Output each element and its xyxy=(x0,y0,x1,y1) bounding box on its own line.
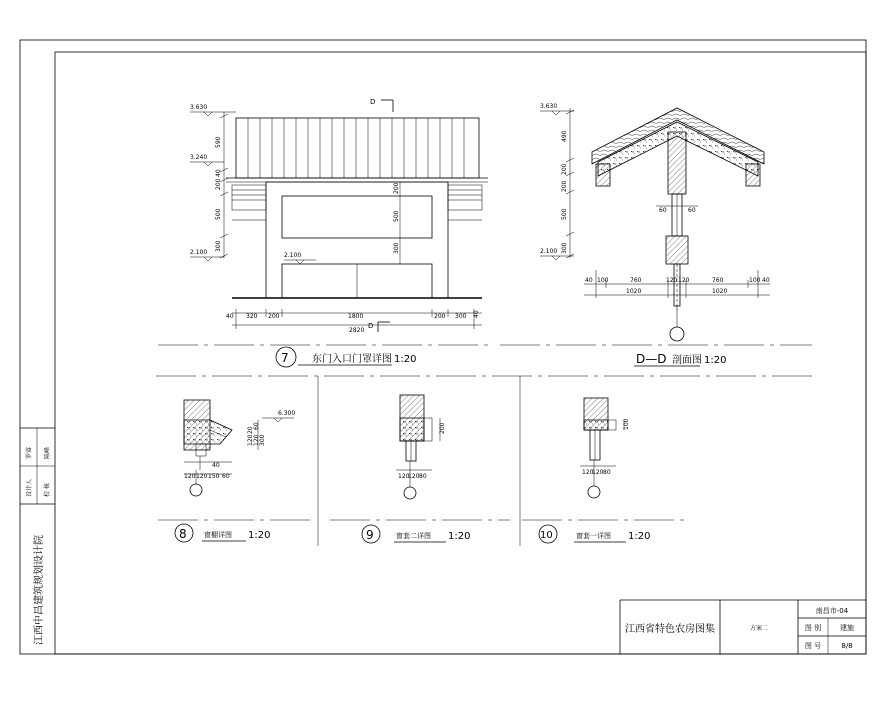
dd-title: D—D xyxy=(636,352,667,366)
atlas-title: 江西省特色农房图集 xyxy=(625,624,715,635)
view-7-number: 7 xyxy=(281,351,289,365)
v8-hdim-120b: 120 xyxy=(196,473,208,480)
view-9-window-surround-2 xyxy=(330,395,510,543)
hdim-200-right: 200 xyxy=(434,313,446,320)
v9-hdim-80: 80 xyxy=(419,473,427,480)
section-mark-top: D xyxy=(370,98,376,106)
dim-inner-300: 300 xyxy=(393,242,400,254)
roof-vertical-boards xyxy=(248,118,464,178)
v10-axis-circle xyxy=(588,486,600,498)
v8-hdim-120a: 120 xyxy=(184,473,196,480)
v8-htop-40: 40 xyxy=(212,462,220,469)
dd-hdim-120a: 120 xyxy=(666,277,678,284)
dd-hdim-760-left: 760 xyxy=(630,277,642,284)
institute-name: 江西中昌建筑规划设计院 xyxy=(34,535,45,645)
v9-hdim-120b: 120 xyxy=(408,473,420,480)
hdim-300: 300 xyxy=(455,313,467,320)
hdim-320: 320 xyxy=(246,313,258,320)
dim-inner-200: 200 xyxy=(393,182,400,194)
dim-590: 590 xyxy=(215,136,222,148)
view-7-scale: 1:20 xyxy=(394,354,417,365)
dd-htotal-left: 1020 xyxy=(626,288,642,295)
v8-axis-circle xyxy=(190,484,202,496)
view-8-title: 窗棚详图 xyxy=(204,531,232,539)
title-block xyxy=(620,600,866,654)
dd-hdim-40-left: 40 xyxy=(585,277,593,284)
view-8-number: 8 xyxy=(179,527,187,541)
v8-vdim-20: 20 xyxy=(247,426,254,434)
v10-vdim-100: 100 xyxy=(623,418,630,430)
dd-elev-3630: 3.630 xyxy=(540,103,558,110)
number-value: 8/8 xyxy=(841,642,853,650)
designer-name-a: 罗睿 xyxy=(26,446,33,459)
number-label: 图 号 xyxy=(804,642,822,650)
hdim-40-right: 40 xyxy=(473,310,480,318)
dd-hdim-100-left: 100 xyxy=(597,277,609,284)
section-mark-bottom: D xyxy=(368,322,374,330)
dim-300: 300 xyxy=(215,240,222,252)
hdim-200-left: 200 xyxy=(268,313,280,320)
dd-hdim-760-right: 760 xyxy=(712,277,724,284)
view-8-window-canopy xyxy=(158,400,310,542)
dd-hdim-100-right: 100 xyxy=(749,277,761,284)
dd-subtitle: 剖面图 xyxy=(672,355,702,366)
dd-hdim-40-right: 40 xyxy=(762,277,770,284)
view-10-number: 10 xyxy=(540,530,553,541)
hdim-1800: 1800 xyxy=(348,313,364,320)
dd-mid-60-right: 60 xyxy=(688,207,696,214)
v8-vdim-300: 300 xyxy=(259,434,266,446)
v9-axis-circle xyxy=(404,487,416,499)
dim-200: 200 xyxy=(215,178,222,190)
dd-axis-circle xyxy=(670,327,684,341)
v10-hdim-120b: 120 xyxy=(592,469,604,476)
v9-vdim-200: 200 xyxy=(439,422,446,434)
hdim-40-left: 40 xyxy=(226,313,234,320)
v9-hdim-120a: 120 xyxy=(398,473,410,480)
dd-vdim-200b: 200 xyxy=(561,180,568,192)
dim-500: 500 xyxy=(215,208,222,220)
view-10-scale: 1:20 xyxy=(628,531,651,542)
category-value: 建施 xyxy=(840,624,854,632)
elev-2100-inner: 2.100 xyxy=(284,252,302,259)
dim-40: 40 xyxy=(215,169,222,177)
view-7-title: 东门入口门罩详图 xyxy=(312,354,392,365)
designer-role-a: 设计人 xyxy=(26,478,33,497)
view-9-title: 窗套二详图 xyxy=(396,532,431,540)
v8-vdim-120a: 120 xyxy=(247,434,254,446)
outer-frame xyxy=(20,40,866,654)
binding-column xyxy=(20,428,55,645)
dim-inner-500: 500 xyxy=(393,210,400,222)
view-8-scale: 1:20 xyxy=(248,530,271,541)
v8-vdim-60: 60 xyxy=(253,422,260,430)
elev-3240: 3.240 xyxy=(190,154,208,161)
v10-hdim-120a: 120 xyxy=(582,469,594,476)
dd-vdim-500: 500 xyxy=(561,208,568,220)
dd-vdim-490: 490 xyxy=(561,130,568,142)
v8-vdim-120b: 120 xyxy=(253,434,260,446)
dd-vdim-200a: 200 xyxy=(561,163,568,175)
v8-elev-6300: 6.300 xyxy=(278,410,296,417)
view-9-number: 9 xyxy=(366,528,374,542)
checker-role-b: 校 核 xyxy=(44,483,51,497)
v8-hdim-60: 60 xyxy=(222,473,230,480)
category-label: 图 别 xyxy=(804,624,822,632)
v8-hdim-150: 150 xyxy=(208,473,220,480)
dd-elev-2100: 2.100 xyxy=(540,248,558,255)
view-7-canopy-elevation xyxy=(158,98,488,367)
view-10-title: 窗套一详图 xyxy=(576,532,611,540)
dd-htotal-right: 1020 xyxy=(712,288,728,295)
dd-scale: 1:20 xyxy=(704,355,727,366)
dd-mid-60-left: 60 xyxy=(659,207,667,214)
elev-3630: 3.630 xyxy=(190,104,208,111)
view-9-scale: 1:20 xyxy=(448,531,471,542)
hdim-total-2820: 2820 xyxy=(349,327,365,334)
set-code: 南昌市-04 xyxy=(815,607,849,615)
v10-hdim-80: 80 xyxy=(603,469,611,476)
dd-hdim-120b: 120 xyxy=(678,277,690,284)
view-dd-section xyxy=(500,103,812,366)
scheme-label: 方案二 xyxy=(749,625,769,632)
dd-vdim-300: 300 xyxy=(561,242,568,254)
view-10-window-surround-1 xyxy=(522,398,690,543)
elev-2100-left: 2.100 xyxy=(190,249,208,256)
checker-name-b: 陈峰 xyxy=(44,446,51,459)
